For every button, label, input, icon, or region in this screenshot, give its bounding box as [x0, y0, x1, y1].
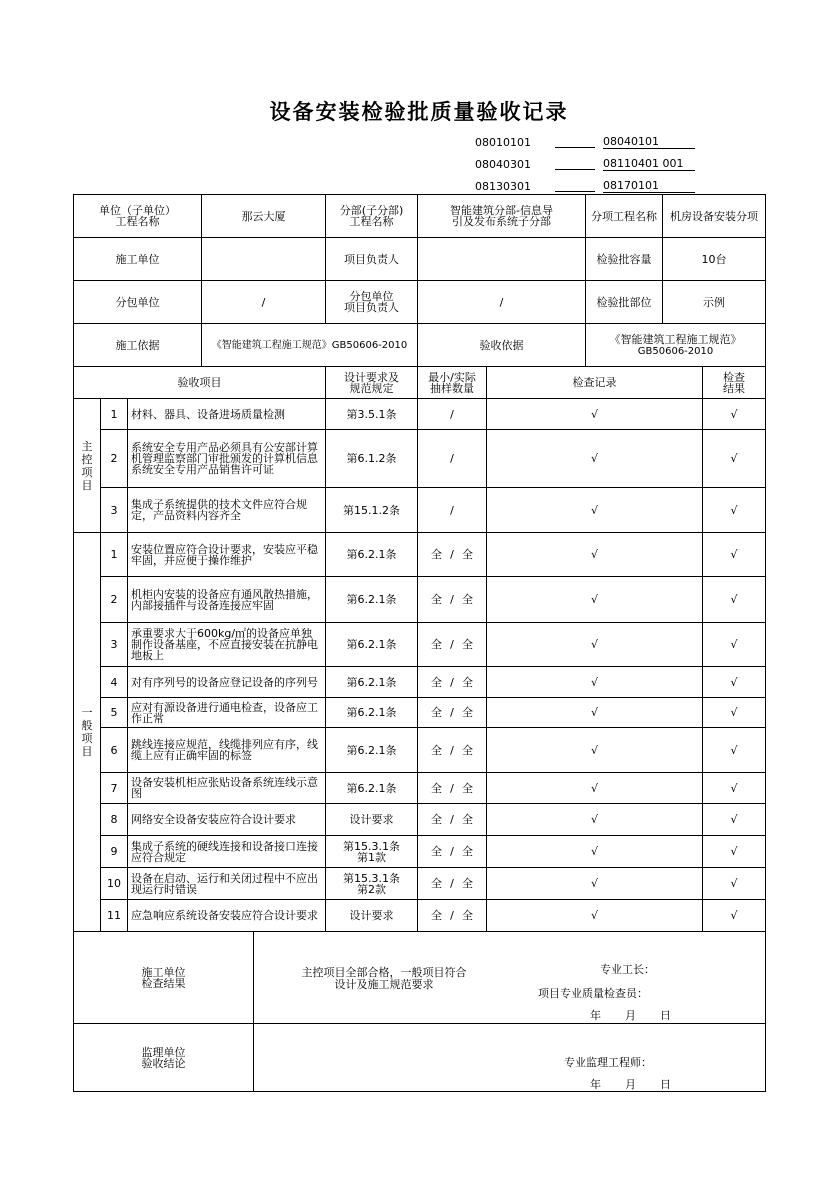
item-spec: 第6.2.1条 [326, 623, 418, 667]
item-text: 安装位置应符合设计要求，安装应平稳牢固，并应便于操作维护 [128, 533, 326, 577]
item-record: √ [487, 623, 703, 667]
record-header: 检查记录 [487, 367, 703, 399]
inspection-record-table [73, 194, 766, 1092]
item-sample: / [418, 430, 487, 488]
item-text: 设备在启动、运行和关闭过程中不应出现运行时错误 [128, 868, 326, 900]
code: 08040101 [603, 135, 695, 149]
engineer-label: 专业监理工程师： [564, 1056, 652, 1069]
item-spec: 第6.1.2条 [326, 430, 418, 488]
item-record: √ [487, 728, 703, 773]
page-title: 设备安装检验批质量验收记录 [269, 99, 569, 124]
batch-capacity-value: 10台 [663, 238, 766, 281]
date-year: 年 [590, 1078, 601, 1091]
sub-project-value: 智能建筑分部-信息导 引及发布系统子分部 [418, 195, 586, 238]
item-sample: 全 / 全 [418, 698, 487, 728]
inspector-label: 项目专业质量检查员： [538, 987, 648, 1000]
table-row [74, 868, 766, 900]
item-spec: 第15.1.2条 [326, 488, 418, 533]
item-result: √ [703, 728, 766, 773]
item-text: 应对有源设备进行通电检查，设备应工作正常 [128, 698, 326, 728]
items-header: 验收项目 [74, 367, 326, 399]
construction-check-label: 施工单位 检查结果 [74, 932, 254, 1024]
item-text: 系统安全专用产品必须具有公安部计算机管理监察部门审批颁发的计算机信息系统安全专用产品销售许可证 [128, 430, 326, 488]
table-row [74, 399, 766, 430]
project-manager-label: 项目负责人 [326, 238, 418, 281]
unit-project-label: 单位（子单位） 工程名称 [74, 195, 202, 238]
item-spec: 第6.2.1条 [326, 577, 418, 623]
underline [555, 159, 595, 170]
batch-capacity-label: 检验批容量 [586, 238, 663, 281]
table-row [74, 667, 766, 698]
item-text: 跳线连接应规范，线缆排列应有序，线缆上应有正确牢固的标签 [128, 728, 326, 773]
item-text: 网络安全设备安装应符合设计要求 [128, 804, 326, 836]
item-project-label: 分项工程名称 [586, 195, 663, 238]
item-no: 3 [101, 488, 128, 533]
header-row [74, 238, 766, 281]
item-record: √ [487, 430, 703, 488]
basis-value: 《智能建筑工程施工规范》GB50606-2010 [202, 324, 418, 367]
item-no: 3 [101, 623, 128, 667]
item-text: 设备安装机柜应张贴设备系统连线示意图 [128, 773, 326, 804]
item-result: √ [703, 804, 766, 836]
header-row [74, 324, 766, 367]
item-text: 应急响应系统设备安装应符合设计要求 [128, 900, 326, 932]
item-text: 承重要求大于600kg/㎡的设备应单独制作设备基座，不应直接安装在抗静电地板上 [128, 623, 326, 667]
item-result: √ [703, 836, 766, 868]
item-sample: 全 / 全 [418, 533, 487, 577]
item-spec: 第6.2.1条 [326, 698, 418, 728]
code: 08130301 [475, 179, 531, 193]
acceptance-basis-label: 验收依据 [418, 324, 586, 367]
item-text: 材料、器具、设备进场质量检测 [128, 399, 326, 430]
item-sample: 全 / 全 [418, 804, 487, 836]
item-record: √ [487, 577, 703, 623]
item-record: √ [487, 488, 703, 533]
date-day: 日 [660, 1078, 671, 1091]
table-row [74, 836, 766, 868]
item-record: √ [487, 698, 703, 728]
construction-unit-label: 施工单位 [74, 238, 202, 281]
code-row [475, 131, 715, 153]
result-header: 检查 结果 [703, 367, 766, 399]
table-row [74, 773, 766, 804]
underline [555, 137, 595, 148]
item-result: √ [703, 667, 766, 698]
item-sample: 全 / 全 [418, 623, 487, 667]
batch-location-label: 检验批部位 [586, 281, 663, 324]
subcontractor-value: / [202, 281, 326, 324]
construction-unit-value [202, 238, 326, 281]
sample-header: 最小/实际 抽样数量 [418, 367, 487, 399]
table-row [74, 728, 766, 773]
item-record: √ [487, 667, 703, 698]
item-text: 集成子系统的硬线连接和设备接口连接应符合规定 [128, 836, 326, 868]
column-header-row [74, 367, 766, 399]
item-sample: 全 / 全 [418, 773, 487, 804]
code: 08170101 [603, 179, 695, 193]
item-sample: 全 / 全 [418, 868, 487, 900]
item-no: 7 [101, 773, 128, 804]
item-result: √ [703, 698, 766, 728]
code: 08010101 [475, 135, 531, 149]
item-spec: 第6.2.1条 [326, 728, 418, 773]
item-result: √ [703, 577, 766, 623]
item-spec: 第3.5.1条 [326, 399, 418, 430]
item-spec: 设计要求 [326, 804, 418, 836]
item-no: 1 [101, 399, 128, 430]
item-no: 10 [101, 868, 128, 900]
item-no: 1 [101, 533, 128, 577]
header-row [74, 195, 766, 238]
table-row [74, 623, 766, 667]
main-items-label: 主控项目 [74, 399, 101, 533]
foreman-label: 专业工长： [600, 963, 655, 976]
item-text: 集成子系统提供的技术文件应符合规定，产品资料内容齐全 [128, 488, 326, 533]
item-no: 8 [101, 804, 128, 836]
item-no: 5 [101, 698, 128, 728]
item-record: √ [487, 836, 703, 868]
item-spec: 第6.2.1条 [326, 533, 418, 577]
item-result: √ [703, 773, 766, 804]
item-project-value: 机房设备安装分项 [663, 195, 766, 238]
supervision-label: 监理单位 验收结论 [74, 1024, 254, 1092]
date-day: 日 [660, 1009, 671, 1022]
item-sample: / [418, 488, 487, 533]
item-result: √ [703, 868, 766, 900]
batch-location-value: 示例 [663, 281, 766, 324]
sub-manager-label: 分包单位 项目负责人 [326, 281, 418, 324]
item-spec: 第15.3.1条 第2款 [326, 868, 418, 900]
code-row [475, 153, 715, 175]
item-spec: 第15.3.1条 第1款 [326, 836, 418, 868]
construction-check-text: 主控项目全部合格，一般项目符合 设计及施工规范要求 [301, 966, 467, 991]
item-sample: / [418, 399, 487, 430]
item-result: √ [703, 623, 766, 667]
subcontractor-label: 分包单位 [74, 281, 202, 324]
acceptance-basis-value: 《智能建筑工程施工规范》 GB50606-2010 [586, 324, 766, 367]
item-no: 4 [101, 667, 128, 698]
date-year: 年 [590, 1009, 601, 1022]
design-header: 设计要求及 规范规定 [326, 367, 418, 399]
item-sample: 全 / 全 [418, 577, 487, 623]
item-record: √ [487, 533, 703, 577]
header-row [74, 281, 766, 324]
item-record: √ [487, 804, 703, 836]
basis-label: 施工依据 [74, 324, 202, 367]
sub-manager-value: / [418, 281, 586, 324]
item-no: 2 [101, 577, 128, 623]
unit-project-value: 那云大厦 [202, 195, 326, 238]
table-row [74, 698, 766, 728]
item-record: √ [487, 773, 703, 804]
item-sample: 全 / 全 [418, 667, 487, 698]
item-result: √ [703, 488, 766, 533]
table-row [74, 430, 766, 488]
item-result: √ [703, 900, 766, 932]
supervision-conclusion [254, 1024, 766, 1092]
item-text: 对有序列号的设备应登记设备的序列号 [128, 667, 326, 698]
item-spec: 第6.2.1条 [326, 667, 418, 698]
item-record: √ [487, 399, 703, 430]
item-result: √ [703, 399, 766, 430]
date-month: 月 [625, 1078, 636, 1091]
item-no: 2 [101, 430, 128, 488]
item-sample: 全 / 全 [418, 836, 487, 868]
item-no: 9 [101, 836, 128, 868]
item-no: 11 [101, 900, 128, 932]
item-sample: 全 / 全 [418, 728, 487, 773]
table-row [74, 533, 766, 577]
item-sample: 全 / 全 [418, 900, 487, 932]
item-spec: 设计要求 [326, 900, 418, 932]
batch-codes [475, 131, 715, 197]
underline [555, 181, 595, 192]
item-record: √ [487, 868, 703, 900]
item-result: √ [703, 533, 766, 577]
project-manager-value [418, 238, 586, 281]
table-row [74, 577, 766, 623]
table-row [74, 804, 766, 836]
item-spec: 第6.2.1条 [326, 773, 418, 804]
item-result: √ [703, 430, 766, 488]
date-month: 月 [625, 1009, 636, 1022]
table-row [74, 488, 766, 533]
general-items-label: 一般项目 [74, 533, 101, 932]
item-no: 6 [101, 728, 128, 773]
sub-project-label: 分部(子分部) 工程名称 [326, 195, 418, 238]
item-record: √ [487, 900, 703, 932]
code: 08110401 001 [603, 157, 695, 171]
code: 08040301 [475, 157, 531, 171]
table-row [74, 900, 766, 932]
item-text: 机柜内安装的设备应有通风散热措施，内部接插件与设备连接应牢固 [128, 577, 326, 623]
